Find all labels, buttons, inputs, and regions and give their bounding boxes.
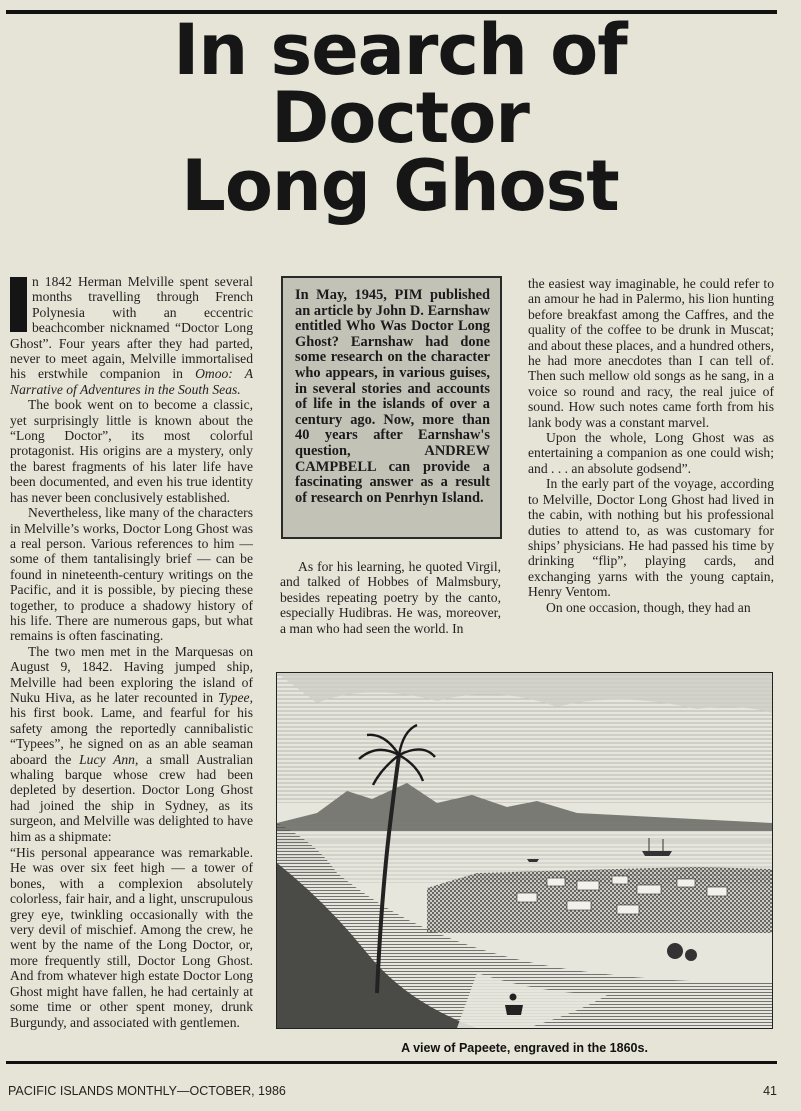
- page-number: 41: [763, 1084, 777, 1098]
- paragraph-6: the easiest way imaginable, he could refer to an amour he had in Palermo, his lion hunting before breakfast among the Caffres, and the quality of the coffee to be drunk in Muscat; and about these places, and a hundred others, he had more anecdotes than I can tell of. Then such mellow old songs as he sang, in a voice so round and racy, the real juice of sound. How such notes came forth from his lank body was a constant marvel.: [528, 276, 774, 430]
- paragraph-8: In the early part of the voyage, according to Melville, Doctor Long Ghost had lived in the cabin, with nothing but his professional duties to attend to, as was customary for ships’ physicians. He had passed his time by drinking “flip”, playing cards, and exchanging yarns with the young captain, Henry Ventom.: [528, 476, 774, 600]
- article-column-2: [280, 559, 501, 636]
- paragraph-7: Upon the whole, Long Ghost was as entertaining a companion as one could wish; and . . . an absolute godsend”.: [528, 430, 774, 476]
- paragraph-4: The two men met in the Marquesas on August 9, 1842. Having jumped ship, Melville had been exploring the island of Nuku Hiva, as he later recounted in Typee, his first book. Lame, and fearful for his safety among the reportedly cannibalistic “Typees”, he signed on as an able seaman aboard the Lucy Ann, a small Australian whaling barque whose crew had been depleted by desertion. Doctor Long Ghost had joined the ship in Sydney, as its surgeon, and Melville was delighted to have him as a shipmate:: [10, 643, 254, 844]
- paragraph-9: On one occasion, though, they had an: [546, 599, 751, 615]
- dropcap-initial: [10, 277, 27, 332]
- paragraph-2: The book went on to become a classic, yet surprisingly little is known about the “Long Doctor”, its most colorful protagonist. His origins are a mystery, only the barest fragments of his later life have been documented, and even his true identity has never been conclusively established.: [10, 397, 253, 505]
- article-column-3: [528, 276, 774, 615]
- melville-quote: “His personal appearance was remarkable. He was over six feet high — a tower of bones, with a complexion absolutely colorless, fair hair, and a light, unscrupulous grey eye, twinkling occasionally with the very devil of mischief. Among the crew, he went by the name of the Long Doctor, or, more frequently still, Doctor Long Ghost. And from whatever high estate Doctor Long Ghost might have fallen, he had certainly at some time or other spent money, drunk Burgundy, and associated with gentlemen.: [10, 845, 253, 1030]
- paragraph-1: n 1842 Herman Melville spent several months travelling through French Polynesia with an eccentric beachcomber nicknamed “Doctor Long Ghost”. Four years after they had parted, never to meet again, Melville immortalised his erstwhile companion in Omoo: A Narrative of Adventures in the South Seas.: [10, 274, 253, 397]
- headline-line-2: Doctor: [271, 77, 529, 159]
- book-title-typee: Typee: [218, 689, 250, 705]
- paragraph-5: As for his learning, he quoted Virgil, and talked of Hobbes of Malmsbury, besides repeating poetry by the canto, especially Hudibras. He was, moreover, a man who had seen the world. In: [280, 559, 501, 636]
- ship-name: Lucy Ann: [79, 751, 135, 767]
- bottom-rule: [6, 1061, 777, 1064]
- intro-box: [281, 276, 502, 539]
- engraving-illustration: [277, 673, 772, 1028]
- headline: [30, 9, 770, 227]
- article-column-1: [10, 274, 253, 1030]
- paragraph-3: Nevertheless, like many of the characters in Melville’s works, Doctor Long Ghost was a real person. Various references to him — some of them tantalisingly brief — can be found in nineteenth-century writings on the Pacific, and it is possible, by piecing these together, to produce a shadowy history of his life. There are numerous gaps, but what remains is often fascinating.: [10, 505, 253, 644]
- papeete-engraving: [276, 672, 773, 1029]
- headline-line-1: In search of: [173, 9, 627, 91]
- footer-publication: PACIFIC ISLANDS MONTHLY—OCTOBER, 1986: [8, 1084, 286, 1098]
- book-title-omoo: Omoo: A Narrative of Adventures in the South Seas.: [10, 366, 253, 397]
- image-caption: A view of Papeete, engraved in the 1860s.: [401, 1041, 648, 1055]
- headline-line-3: Long Ghost: [181, 145, 619, 227]
- intro-text: In May, 1945, PIM published an article by John D. Earnshaw entitled Who Was Doctor Long Ghost? Earnshaw had done some research on the character who appears, in various guises, in several stories and accounts of life in the islands of over a century ago. Now, more than 40 years after Earnshaw's question, ANDREW CAMPBELL can provide a fascinating answer as a result of research on Penrhyn Island.: [295, 287, 490, 506]
